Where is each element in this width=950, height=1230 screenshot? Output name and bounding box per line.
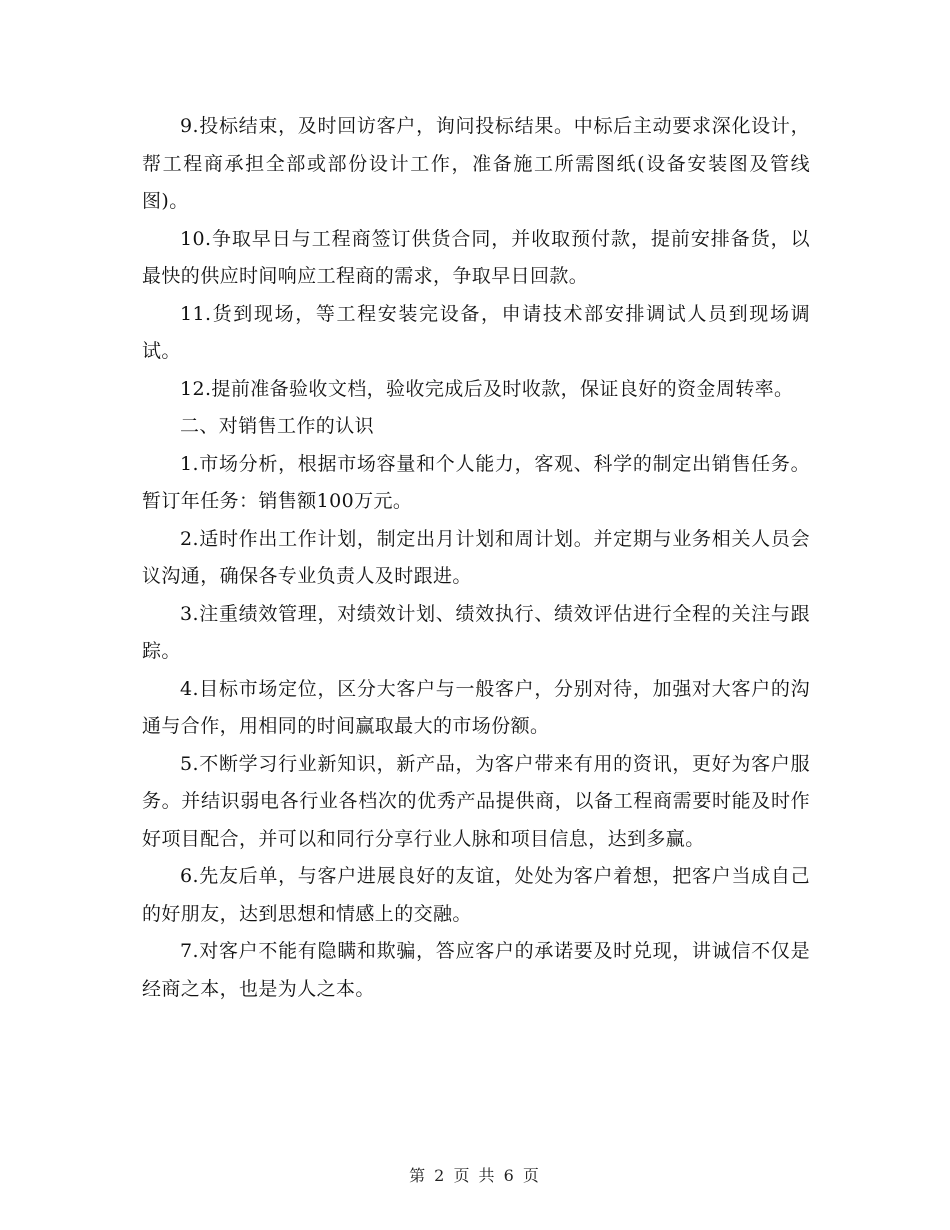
paragraph-item-12: 12.提前准备验收文档，验收完成后及时收款，保证良好的资金周转率。 <box>180 377 794 400</box>
paragraph-item-3: 3.注重绩效管理，对绩效计划、绩效执行、绩效评估进行全程的关注与跟踪。 <box>142 602 810 662</box>
paragraph-item-6: 6.先友后单，与客户进展良好的友谊，处处为客户着想，把客户当成自己的好朋友，达到思想和情感上的交融。 <box>142 865 810 925</box>
paragraph-item-2: 2.适时作出工作计划，制定出月计划和周计划。并定期与业务相关人员会议沟通，确保各专业负责人及时跟进。 <box>142 527 810 587</box>
paragraph-item-11: 11.货到现场，等工程安装完设备，申请技术部安排调试人员到现场调试。 <box>142 302 810 362</box>
paragraph-item-5: 5.不断学习行业新知识，新产品，为客户带来有用的资讯，更好为客户服务。并结识弱电各行业各档次的优秀产品提供商，以备工程商需要时能及时作好项目配合，并可以和同行分享行业人脉和项目信息，达到多赢。 <box>142 752 810 850</box>
paragraph-item-7: 7.对客户不能有隐瞒和欺骗，答应客户的承诺要及时兑现，讲诚信不仅是经商之本，也是为人之本。 <box>142 940 810 1000</box>
page-number-footer: 第 2 页 共 6 页 <box>409 1166 541 1185</box>
paragraph-item-9: 9.投标结束，及时回访客户，询问投标结果。中标后主动要求深化设计，帮工程商承担全部或部份设计工作，准备施工所需图纸(设备安装图及管线图)。 <box>142 115 810 212</box>
document-body <box>142 108 810 1008</box>
section-heading: 二、对销售工作的认识 <box>180 415 375 437</box>
paragraph-item-10: 10.争取早日与工程商签订供货合同，并收取预付款，提前安排备货，以最快的供应时间响应工程商的需求，争取早日回款。 <box>142 227 810 287</box>
paragraph-item-1: 1.市场分析，根据市场容量和个人能力，客观、科学的制定出销售任务。暂订年任务：销售额100万元。 <box>142 452 810 512</box>
paragraph-item-4: 4.目标市场定位，区分大客户与一般客户，分别对待，加强对大客户的沟通与合作，用相同的时间赢取最大的市场份额。 <box>142 677 810 737</box>
